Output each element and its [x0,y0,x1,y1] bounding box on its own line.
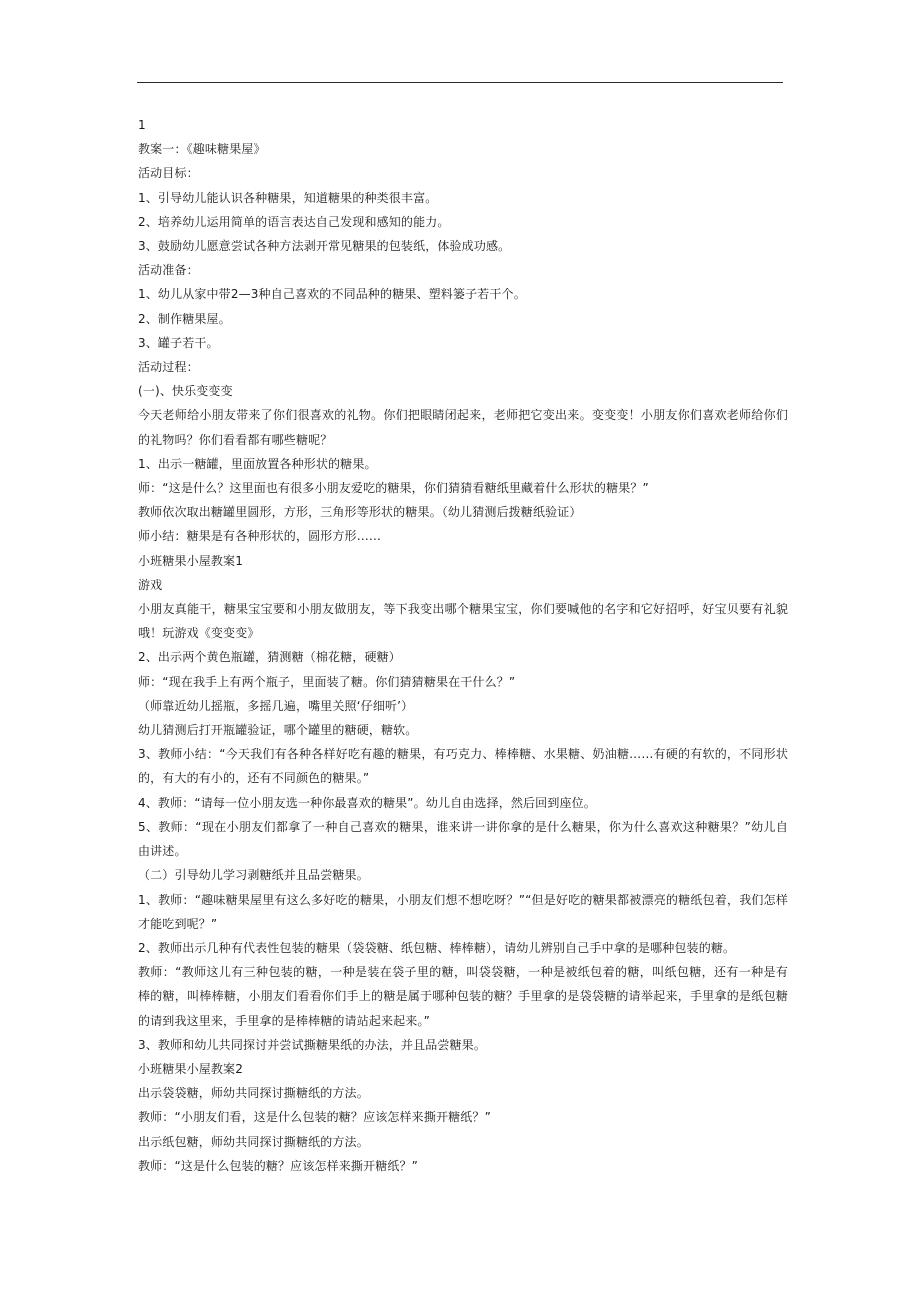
section-heading: 活动准备： [138,263,199,278]
document-title: 教案一：《趣味糖果屋》 [138,142,266,157]
page-number: 1 [138,118,146,132]
paragraph: 教师依次取出糖罐里圆形，方形，三角形等形状的糖果。（幼儿猜测后拨糖纸验证） [138,505,582,520]
paragraph: 教师：“小朋友们看，这是什么包装的糖？应该怎样来撕开糖纸？” [138,1110,491,1125]
paragraph: 1、教师：“趣味糖果屋里有这么多好吃的糖果，小朋友们想不想吃呀？”“但是好吃的糖果都被漂亮的糖纸包着，我们怎样才能吃到呢？” [138,892,788,931]
paragraph: 3、教师和幼儿共同探讨并尝试撕糖果纸的办法，并且品尝糖果。 [138,1037,486,1052]
paragraph: 出示袋袋糖，师幼共同探讨撕糖纸的方法。 [138,1086,369,1101]
paragraph: 师小结：糖果是有各种形状的，圆形方形…… [138,529,382,544]
paragraph: 出示纸包糖，师幼共同探讨撕糖纸的方法。 [138,1134,369,1149]
subsection-heading: （二）引导幼儿学习剥糖纸并且品尝糖果。 [138,868,369,883]
paragraph: 5、教师：“现在小朋友们都拿了一种自己喜欢的糖果，谁来讲一讲你拿的是什么糖果，你为什么喜欢这种糖果？”幼儿自由讲述。 [138,819,788,859]
paragraph: 师：“这是什么？这里面也有很多小朋友爱吃的糖果，你们猜猜看糖纸里藏着什么形状的糖果？” [138,481,649,496]
paragraph: 2、制作糖果屋。 [138,311,231,326]
paragraph: 3、教师小结：“今天我们有各种各样好吃有趣的糖果，有巧克力、棒棒糖、水果糖、奶油糖……有硬的有软的，不同形状的，有大的有小的，还有不同颜色的糖果。” [138,747,788,786]
paragraph: 小朋友真能干，糖果宝宝要和小朋友做朋友，等下我变出哪个糖果宝宝，你们要喊他的名字和它好招呼，好宝贝要有礼貌哦！玩游戏《变变变》 [138,602,788,641]
paragraph: 游戏 [138,577,163,592]
paragraph: 今天老师给小朋友带来了你们很喜欢的礼物。你们把眼睛闭起来，老师把它变出来。变变变！小朋友你们喜欢老师给你们的礼物吗？你们看看都有哪些糖呢？ [138,408,788,447]
subsection-heading: 小班糖果小屋教案1 [138,553,243,568]
subsection-heading: (一)、快乐变变变 [138,384,233,399]
paragraph: 教师：“这是什么包装的糖？应该怎样来撕开糖纸？” [138,1158,419,1173]
section-heading: 活动过程： [138,360,199,375]
paragraph: 3、鼓励幼儿愿意尝试各种方法剥开常见糖果的包装纸，体验成功感。 [138,239,511,254]
paragraph: 1、引导幼儿能认识各种糖果，知道糖果的种类很丰富。 [138,190,438,205]
header-rule [137,82,783,83]
paragraph: 2、出示两个黄色瓶罐，猜测糖（棉花糖，硬糖） [138,650,401,665]
paragraph: 幼儿猜测后打开瓶罐验证，哪个罐里的糖硬，糖软。 [138,723,418,738]
paragraph: 2、教师出示几种有代表性包装的糖果（袋袋糖、纸包糖、棒棒糖），请幼儿辨别自己手中拿的是哪种包装的糖。 [138,940,736,955]
paragraph: 4、教师：“请每一位小朋友选一种你最喜欢的糖果”。幼儿自由选择，然后回到座位。 [138,795,596,810]
paragraph: 1、出示一糖罐，里面放置各种形状的糖果。 [138,456,377,471]
paragraph: 教师：“教师这儿有三种包装的糖，一种是装在袋子里的糖，叫袋袋糖，一种是被纸包着的糖，叫纸包糖，还有一种是有棒的糖，叫棒棒糖，小朋友们看看你们手上的糖是属于哪种包装的糖？手里拿的是袋袋糖的请举起来，手里拿的是纸包糖的请到我这里来，手里拿的是棒棒糖的请站起来起来。” [138,965,788,1028]
paragraph: 师：“现在我手上有两个瓶子，里面装了糖。你们猜猜糖果在干什么？” [138,674,516,689]
section-heading: 活动目标： [138,166,199,181]
paragraph: （师靠近幼儿摇瓶，多摇几遍，嘴里关照‘仔细听’） [138,698,414,713]
document-body [138,113,788,1178]
paragraph: 1、幼儿从家中带2—3种自己喜欢的不同品种的糖果、塑料篓子若干个。 [138,287,526,302]
subsection-heading: 小班糖果小屋教案2 [138,1061,243,1076]
paragraph: 2、培养幼儿运用简单的语言表达自己发现和感知的能力。 [138,214,450,229]
paragraph: 3、罐子若干。 [138,335,219,350]
